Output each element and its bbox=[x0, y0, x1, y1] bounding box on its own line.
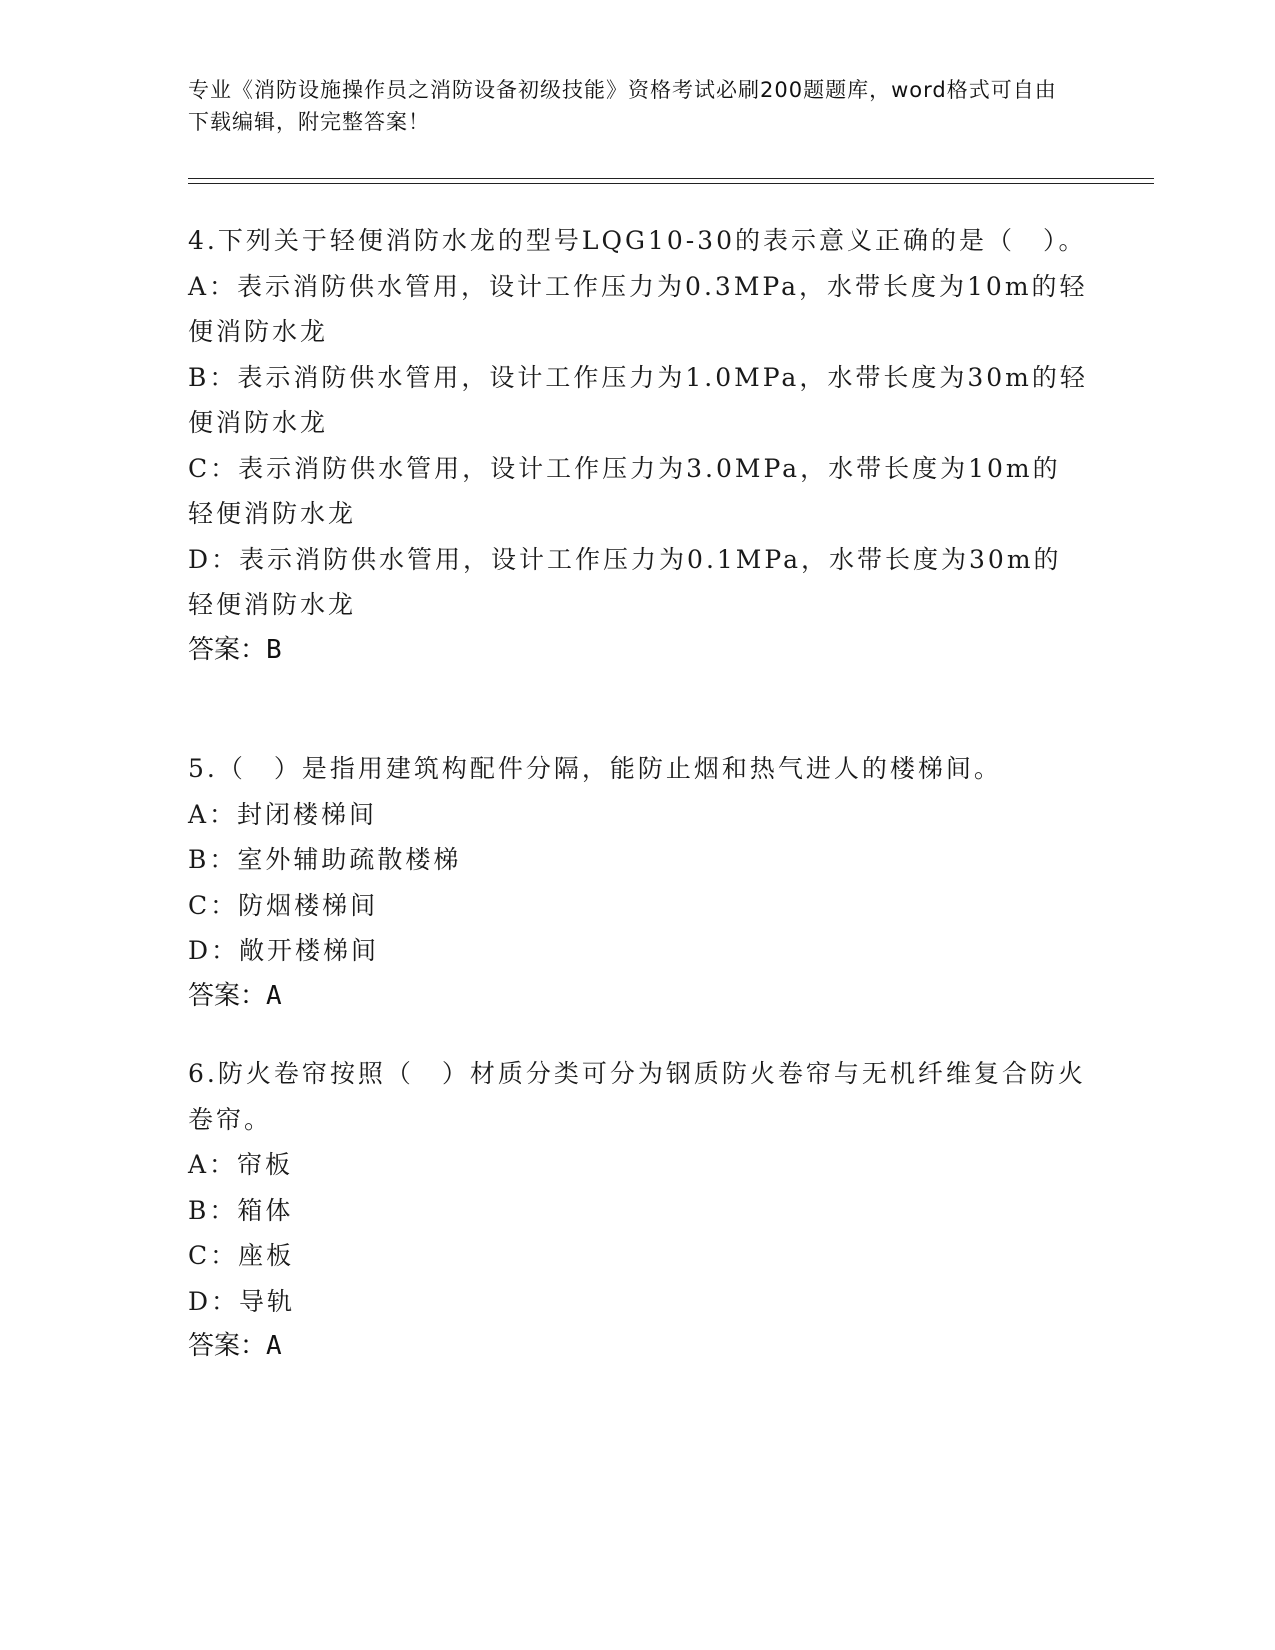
option-d: D：敞开楼梯间 bbox=[188, 936, 380, 965]
option-b: B：室外辅助疏散楼梯 bbox=[188, 845, 462, 874]
option-d: D：导轨 bbox=[188, 1286, 296, 1316]
option-a: A：表示消防供水管用，设计工作压力为0.3MPa，水带长度为10m的轻便消防水龙 bbox=[188, 271, 1088, 346]
question-5 bbox=[188, 746, 1088, 1019]
option-a: A：帘板 bbox=[188, 1150, 294, 1179]
question-6 bbox=[188, 1051, 1088, 1370]
option-c: C：防烟楼梯间 bbox=[188, 890, 379, 920]
question-stem: 5.（ ）是指用建筑构配件分隔，能防止烟和热气进人的楼梯间。 bbox=[188, 754, 1002, 783]
option-a: A：封闭楼梯间 bbox=[188, 799, 378, 829]
question-4 bbox=[188, 218, 1088, 673]
option-c: C：表示消防供水管用，设计工作压力为3.0MPa，水带长度为10m的轻便消防水龙 bbox=[188, 453, 1061, 528]
document-intro: 专业《消防设施操作员之消防设备初级技能》资格考试必刷200题题库，word格式可自由下载编辑，附完整答案！ bbox=[188, 78, 1057, 134]
answer-label: 答案：B bbox=[188, 634, 282, 665]
option-d: D：表示消防供水管用，设计工作压力为0.1MPa，水带长度为30m的轻便消防水龙 bbox=[188, 544, 1062, 619]
question-stem: 6.防火卷帘按照（ ）材质分类可分为钢质防火卷帘与无机纤维复合防火卷帘。 bbox=[188, 1059, 1086, 1134]
header-double-rule bbox=[188, 178, 1154, 184]
option-b: B：箱体 bbox=[188, 1195, 294, 1225]
question-stem: 4.下列关于轻便消防水龙的型号LQG10-30的表示意义正确的是（ ）。 bbox=[188, 226, 1087, 255]
option-c: C：座板 bbox=[188, 1241, 295, 1270]
answer-label: 答案：A bbox=[188, 980, 282, 1011]
answer-label: 答案：A bbox=[188, 1331, 282, 1361]
option-b: B：表示消防供水管用，设计工作压力为1.0MPa，水带长度为30m的轻便消防水龙 bbox=[188, 362, 1088, 437]
